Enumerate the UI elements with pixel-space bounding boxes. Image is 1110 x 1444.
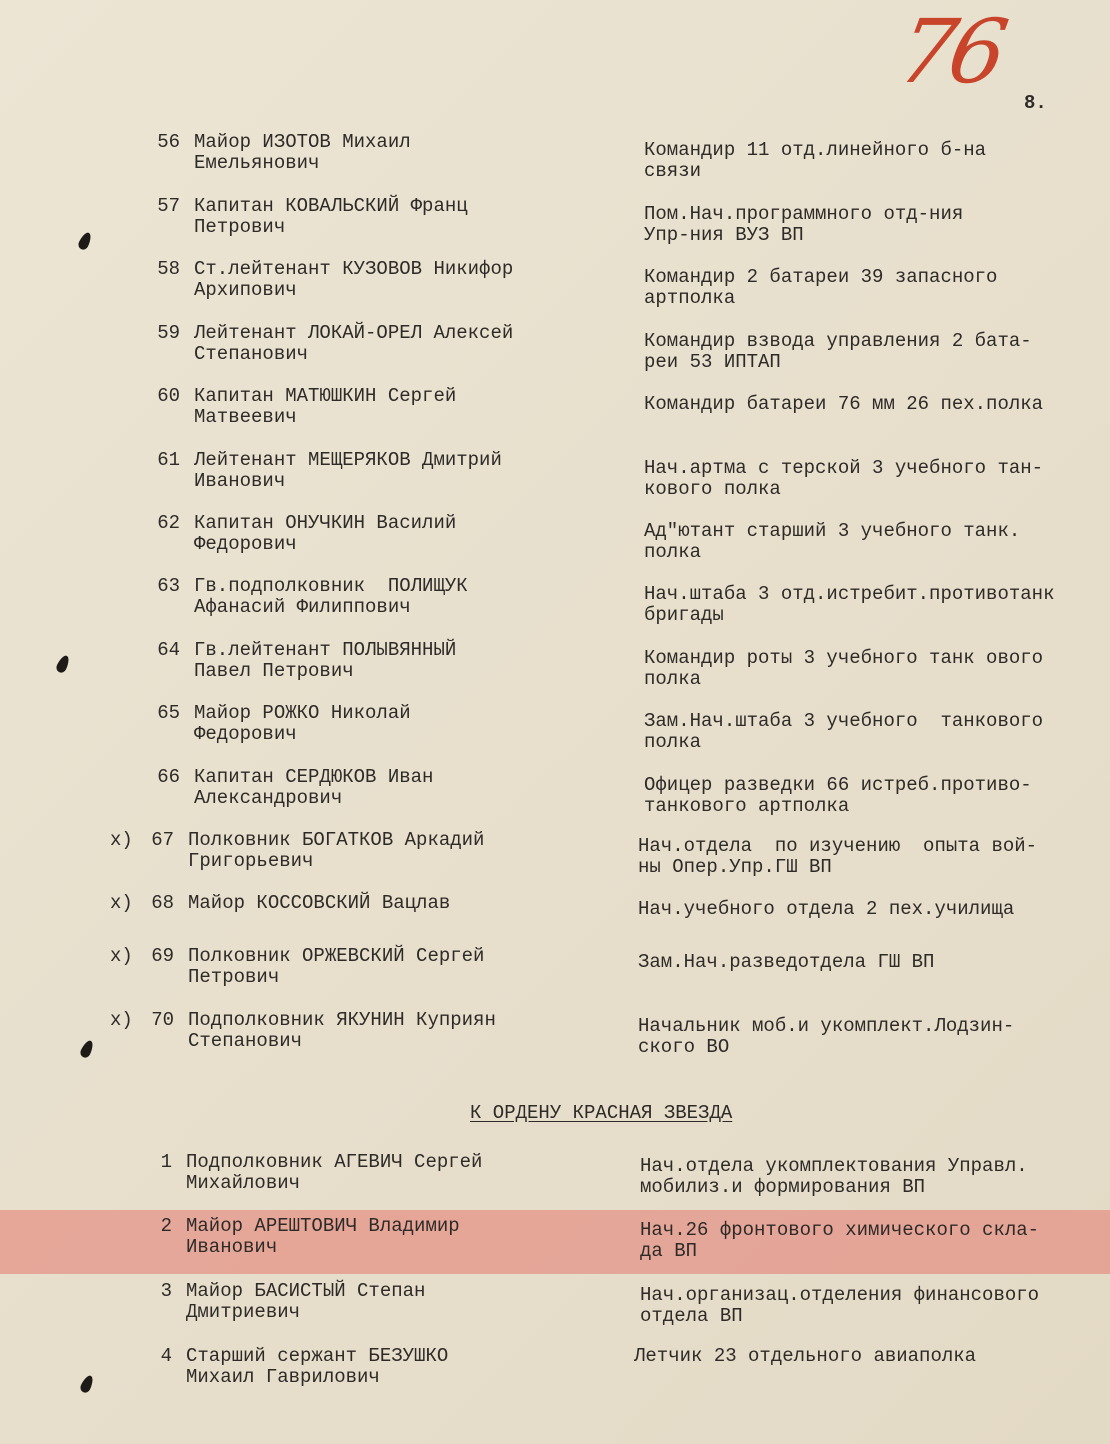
entry-name: Подполковник ЯКУНИН Куприян Степанович: [188, 1009, 496, 1052]
entry-number: 65: [157, 702, 180, 724]
list-item: [0, 1152, 1110, 1198]
entry-position: Ад"ютант старший 3 учебного танк. полка: [644, 520, 1021, 563]
entry-position: Офицер разведки 66 истреб.противо- танкового артполка: [644, 774, 1032, 817]
list-item: [0, 322, 1110, 373]
entry-position: Командир батареи 76 мм 26 пех.полка: [644, 393, 1044, 415]
entry-number: 61: [157, 449, 180, 471]
entry-number: 56: [157, 131, 180, 153]
entry-number: 57: [157, 195, 180, 217]
entry-number: 60: [157, 385, 180, 407]
entry-number: 69: [151, 945, 174, 967]
entry-position: Нач.учебного отдела 2 пех.училища: [638, 898, 1015, 920]
entry-name: Майор АРЕШТОВИЧ Владимир Иванович: [186, 1215, 460, 1258]
entry-position: Зам.Нач.штаба 3 учебного танкового полка: [644, 710, 1044, 753]
entry-position: Командир взвода управления 2 бата- реи 53 ИПТАП: [644, 330, 1032, 373]
entry-number: 67: [151, 829, 174, 851]
entry-position: Нач.организац.отделения финансового отдела ВП: [640, 1284, 1040, 1327]
list-item: [0, 512, 1110, 563]
list-item: [0, 258, 1110, 309]
entry-position: Командир 11 отд.линейного б-на связи: [644, 139, 987, 182]
entry-name: Майор РОЖКО Николай Федорович: [194, 702, 411, 745]
section-title: К ОРДЕНУ КРАСНАЯ ЗВЕЗДА: [470, 1102, 733, 1124]
list-item: [0, 1346, 1110, 1392]
entry-position: Командир 2 батареи 39 запасного артполка: [644, 266, 998, 309]
list-item: [0, 386, 1110, 432]
entry-name: Подполковник АГЕВИЧ Сергей Михайлович: [186, 1151, 483, 1194]
entry-name: Капитан СЕРДЮКОВ Иван Александрович: [194, 766, 434, 809]
entry-name: Капитан МАТЮШКИН Сергей Матвеевич: [194, 385, 457, 428]
page-number: 8.: [1024, 92, 1047, 114]
entry-position: Начальник моб.и укомплект.Лодзин- ского ВО: [638, 1015, 1015, 1058]
entry-name: Майор КОССОВСКИЙ Вацлав: [188, 892, 451, 914]
entry-position: Нач.26 фронтового химического скла- да ВП: [640, 1219, 1040, 1262]
entry-number: 63: [157, 575, 180, 597]
entry-number: 2: [160, 1215, 172, 1237]
entry-mark: х): [110, 829, 133, 851]
entry-number: 58: [157, 258, 180, 280]
entry-number: 68: [151, 892, 174, 914]
entry-name: Лейтенант МЕЩЕРЯКОВ Дмитрий Иванович: [194, 449, 502, 492]
entry-number: 70: [151, 1009, 174, 1031]
entry-name: Капитан КОВАЛЬСКИЙ Франц Петрович: [194, 195, 468, 238]
list-item: [0, 449, 1110, 500]
entry-name: Лейтенант ЛОКАЙ-ОРЕЛ Алексей Степанович: [194, 322, 514, 365]
list-item: [0, 639, 1110, 690]
entry-position: Летчик 23 отдельного авиаполка: [634, 1345, 977, 1367]
entry-name: Полковник БОГАТКОВ Аркадий Григорьевич: [188, 829, 485, 872]
list-item: [0, 893, 1110, 939]
entry-number: 3: [160, 1280, 172, 1302]
entry-name: Гв.лейтенант ПОЛЫВЯННЫЙ Павел Петрович: [194, 639, 457, 682]
entry-position: Нач.отдела по изучению опыта вой- ны Опер.Упр.ГШ ВП: [638, 835, 1038, 878]
entry-number: 64: [157, 639, 180, 661]
list-item: [0, 946, 1110, 992]
list-item: [0, 766, 1110, 817]
list-item: [0, 830, 1110, 876]
list-item: [0, 195, 1110, 246]
highlighted-list-item: [0, 1210, 1110, 1274]
entry-number: 59: [157, 322, 180, 344]
list-item: [0, 702, 1110, 753]
entry-name: Майор ИЗОТОВ Михаил Емельянович: [194, 131, 411, 174]
entry-position: Нач.штаба 3 отд.истребит.противотанк бригады: [644, 583, 1055, 626]
entry-position: Пом.Нач.программного отд-ния Упр-ния ВУЗ ВП: [644, 203, 964, 246]
entry-number: 62: [157, 512, 180, 534]
handwritten-page-number: 76: [891, 0, 1010, 103]
entry-name: Капитан ОНУЧКИН Василий Федорович: [194, 512, 457, 555]
list-item: [0, 575, 1110, 626]
entry-name: Гв.подполковник ПОЛИЩУК Афанасий Филиппович: [194, 575, 468, 618]
list-item: [0, 1281, 1110, 1327]
entry-mark: х): [110, 1009, 133, 1031]
entry-position: Командир роты 3 учебного танк ового полка: [644, 647, 1044, 690]
entry-number: 66: [157, 766, 180, 788]
entry-position: Зам.Нач.разведотдела ГШ ВП: [638, 951, 935, 973]
entry-mark: х): [110, 945, 133, 967]
entry-number: 1: [160, 1151, 172, 1173]
entry-name: Старший сержант БЕЗУШКО Михаил Гаврилович: [186, 1345, 449, 1388]
entry-position: Нач.отдела укомплектования Управл. мобилиз.и формирования ВП: [640, 1155, 1028, 1198]
entry-name: Майор БАСИСТЫЙ Степан Дмитриевич: [186, 1280, 426, 1323]
list-item: [0, 1010, 1110, 1056]
entry-number: 4: [160, 1345, 172, 1367]
entry-name: Ст.лейтенант КУЗОВОВ Никифор Архипович: [194, 258, 514, 301]
entry-mark: х): [110, 892, 133, 914]
entry-position: Нач.артма с терской 3 учебного тан- кового полка: [644, 457, 1044, 500]
list-item: [0, 131, 1110, 182]
entry-name: Полковник ОРЖЕВСКИЙ Сергей Петрович: [188, 945, 485, 988]
